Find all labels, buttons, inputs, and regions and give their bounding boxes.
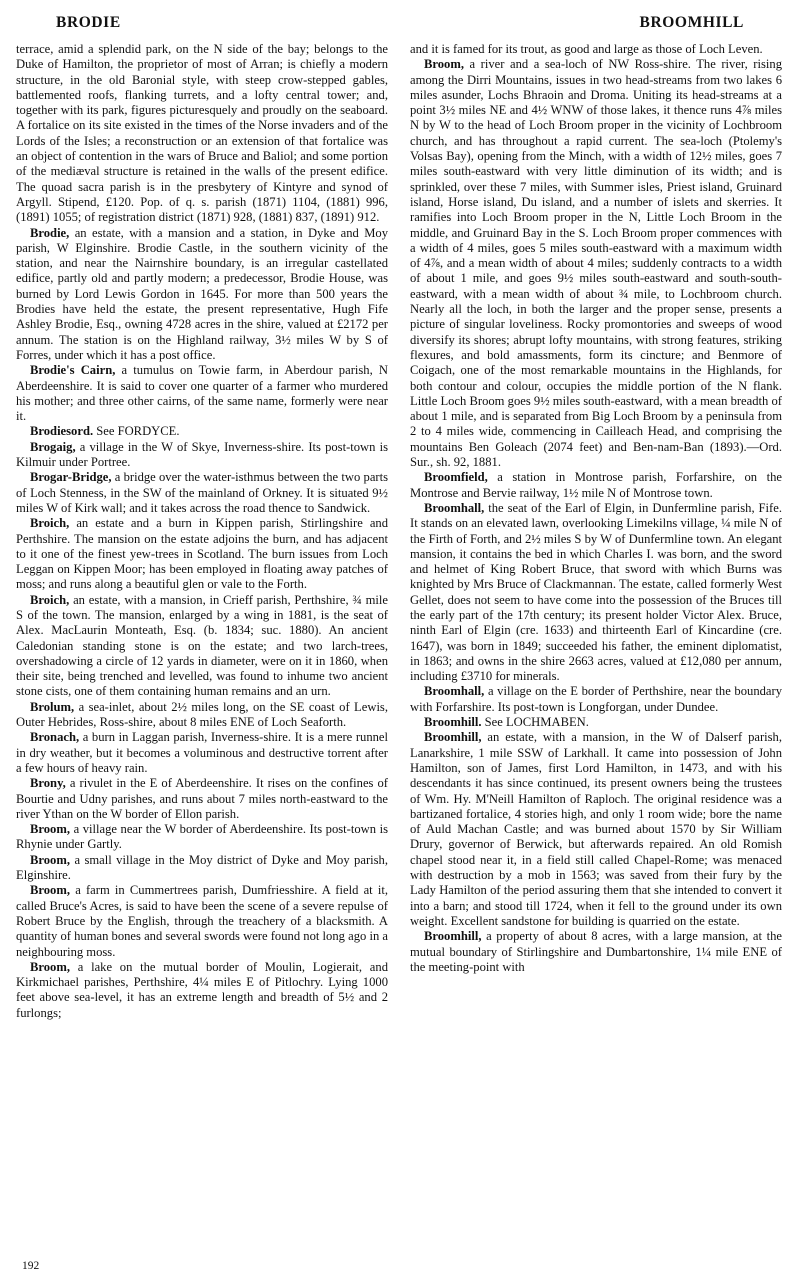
dictionary-entry (410, 470, 782, 501)
entry-text: a small village in the Moy district of Dyke and Moy parish, Elginshire. (16, 852, 388, 883)
entry-text: a rivulet in the E of Aberdeenshire. It rises on the confines of Bourtie and Udny parishes, and runs about 7 miles north-eastward to the river Ythan on the W border of Ellon parish. (16, 776, 388, 821)
dictionary-entry (410, 684, 782, 715)
entry-headword: Broich, (30, 516, 70, 531)
entry-text: a farm in Cummertrees parish, Dumfriesshire. A field at it, called Bruce's Acres, is said to have been the scene of a severe repulse of Robert Bruce by the English, through the treachery of a blacksmith. A quantity of human bones and several swords were found not long ago in a neighbouring moss. (16, 883, 388, 959)
entry-text: a village near the W border of Aberdeenshire. Its post-town is Rhynie under Gartly. (16, 822, 388, 852)
entry-text: a village on the E border of Perthshire, near the boundary with Forfarshire. Its post-town is Longforgan, under Dundee. (410, 684, 782, 714)
entry-text: a station in Montrose parish, Forfarshire, on the Montrose and Bervie railway, 1½ mile N of Montrose town. (410, 470, 782, 500)
entry-text: See FORDYCE. (96, 424, 180, 439)
entry-text: a tumulus on Towie farm, in Aberdour parish, N Aberdeenshire. It is said to cover one quarter of a farmer who murdered his mother; and three other cairns, of the same name, formerly were near it. (16, 363, 388, 424)
entry-headword: Broom, (30, 883, 70, 898)
entry-text: and it is famed for its trout, as good and large as those of Loch Leven. (410, 42, 763, 56)
entry-headword: Broomhill, (424, 929, 482, 944)
entry-headword: Broich, (30, 592, 70, 607)
dictionary-entry (16, 593, 388, 700)
entry-text: a bridge over the water-isthmus between the two parts of Loch Stenness, in the SW of the mainland of Orkney. It is situated 9½ miles W of Kirk wall; and it takes across the road thence to Sandwick. (16, 470, 388, 515)
entry-text: a property of about 8 acres, with a large mansion, at the mutual boundary of Stirlingshire and Dumbartonshire, 1¼ mile ENE of the meeting-point with (410, 929, 782, 974)
entry-text: terrace, amid a splendid park, on the N side of the bay; belongs to the Duke of Hamilton, the proprietor of most of Arran; is chiefly a modern structure, in the old Baronial style, with steep crow-stepped gables, battlemented roofs, flanking turrets, and a lofty central tower; and, together with its park, figures picturesquely and proudly on the seaboard. A fortalice on its site existed in the times of the Norse invaders and of the Lords of the Isles; a reconstruction or an extension of that fortalice was an object of contention in the wars of Bruce and Baliol; and some portion of the mediæval structure is retained in the walls of the present edifice. The quoad sacra parish is in the presbytery of Kintyre and synod of Argyll. Stipend, £120. Pop. of q. s. parish (1871) 1104, (1881) 996, (1891) 1055; of registration district (1871) 928, (1881) 837, (1891) 912. (16, 42, 388, 225)
entry-text: See LOCHMABEN. (484, 715, 589, 730)
dictionary-entry (16, 470, 388, 516)
dictionary-entry (16, 700, 388, 731)
entry-text: a river and a sea-loch of NW Ross-shire. The river, rising among the Dirri Mountains, issues in two head-streams from two lakes 6 miles asunder, Lochs Bhraoin and Droma. Uniting its head-streams at a point 3½ miles NE and 4½ WNW of those lakes, it thence runs 4⅞ miles N by W to the head of Loch Broom proper in the vicinity of Lochbroom church, and has throughout a rapid current. The sea-loch (Ptolemy's Volsas Bay), opening from the Minch, with a width of 12½ miles, goes 7 miles south-eastward with very little diminution of its width; and is sprinkled, over these 7 miles, with Summer isles, Priest island, Gruinard island, Horse island, Du island, and a number of islets and skerries. It ramifies into Loch Broom proper in the N, Little Loch Broom in the middle, and Gruinard Bay in the S. Loch Broom proper commences with a width of 4 miles, goes 5 miles south-eastward with a maximum width of 4⅞, and a mean width of about 4 miles; suddenly contracts to a width of about 1 mile, and goes 9½ miles south-eastward and south-south-eastward, with a mean width of about ¾ mile, to Lochbroom church. Nearly all the loch, in both the larger and the proper sense, presents a picture of singular loveliness. Rocky promontories and sweeps of wood diversify its shores; abrupt lofty mountains, with strong features, striking flexures, and bold amassments, form its cincture; and Benmore of Coigach, one of the most remarkable mountains in the Highlands, for both contour and colour, occupies the middle portion of the N flank. Little Loch Broom goes 9½ miles south-eastward, with a mean breadth of about 1 mile, and is separated from Big Loch Broom by a peninsula from 2 to 4 miles wide, commencing in Cailleach Head, and comprising the mountains Ben Goleach (2074 feet) and Ben-nam-Ban (1893).—Ord. Sur., sh. 92, 1881. (410, 57, 782, 470)
entry-text: an estate and a burn in Kippen parish, Stirlingshire and Perthshire. The mansion on the estate adjoins the burn, and has adjacent to it one of the finest yew-trees in Scotland. The burn issues from Loch Leggan on Kippen Moor; has been employed in floating away patches of moss; and runs along a beautiful glen or vale to the Forth. (16, 516, 389, 592)
entry-headword: Broomhill, (424, 730, 482, 745)
left-column (16, 42, 388, 1232)
dictionary-entry (16, 960, 388, 1021)
dictionary-entry (16, 42, 388, 226)
dictionary-entry (16, 853, 388, 884)
entry-text: a burn in Laggan parish, Inverness-shire. It is a mere runnel in dry weather, but it becomes a voluminous and destructive torrent after a few hours of heavy rain. (16, 730, 388, 775)
dictionary-entry (16, 516, 388, 592)
dictionary-entry (16, 730, 388, 776)
entry-headword: Brodiesord. (30, 424, 94, 439)
entry-headword: Brolum, (30, 699, 75, 714)
dictionary-entry (16, 424, 388, 439)
entry-text: a village in the W of Skye, Inverness-shire. Its post-town is Kilmuir under Portree. (16, 439, 388, 470)
entry-headword: Broom, (30, 959, 70, 974)
dictionary-entry (16, 776, 388, 822)
dictionary-entry (16, 822, 388, 853)
entry-text: an estate, with a mansion and a station, in Dyke and Moy parish, W Elginshire. Brodie Castle, in the southern vicinity of the station, and near the Nairnshire boundary, is an irregular castellated edifice, partly old and partly modern; a predecessor, Brodie House, was burned by Lord Lewis Gordon in 1645. For more than 500 years the Brodies have held the estate, the present representative, Hugh Fife Ashley Brodie, Esq., owning 4728 acres in the shire, valued at £2172 per annum. The station is on the Highland railway, 3½ miles W by S of Forres, under which it has a post office. (16, 225, 388, 362)
dictionary-entry (410, 715, 782, 730)
dictionary-entry (16, 440, 388, 471)
dictionary-entry (410, 929, 782, 975)
entry-headword: Brony, (30, 776, 66, 791)
entry-headword: Broom, (424, 57, 464, 72)
entry-headword: Brogar-Bridge, (30, 470, 112, 485)
entry-text: a sea-inlet, about 2½ miles long, on the SE coast of Lewis, Outer Hebrides, Ross-shire, about 8 miles ENE of Loch Seaforth. (16, 699, 388, 730)
entry-headword: Broomhall, (424, 684, 485, 699)
entry-headword: Brodie, (30, 225, 70, 240)
dictionary-entry (16, 363, 388, 424)
page-header (16, 14, 784, 32)
right-column (410, 42, 782, 1232)
entry-headword: Broomfield, (424, 470, 488, 485)
dictionary-entry (410, 730, 782, 929)
entry-headword: Brogaig, (30, 439, 76, 454)
header-left-catchword: BRODIE (56, 14, 121, 31)
entry-headword: Broomhill. (424, 715, 482, 730)
entry-headword: Bronach, (30, 730, 80, 745)
dictionary-entry (410, 42, 782, 57)
header-right-catchword: BROOMHILL (639, 14, 744, 31)
entry-headword: Broom, (30, 822, 70, 837)
entry-text: a lake on the mutual border of Moulin, Logierait, and Kirkmichael parishes, Perthshire, 4¼ miles E of Pitlochry. Lying 1000 feet above sea-level, it has an extreme length and breadth of 5½ and 2 furlongs; (16, 959, 388, 1020)
page-number: 192 (22, 1260, 40, 1272)
dictionary-entry (410, 57, 782, 470)
entry-headword: Brodie's Cairn, (30, 363, 116, 378)
entry-text: an estate, with a mansion, in the W of Dalserf parish, Lanarkshire, 1 mile SSW of Larkhall. It came into possession of John Hamilton, son of James, first Lord Hamilton, in 1473, and with his descendants it has since continued, its present owners being the trustees of Wm. Hy. M'Neill Hamilton of Raploch. The original residence was a bartizaned fortalice, 4 stories high, and only 1 room wide; bore the name of Auld Machan Castle; and was burned about 1570 by Sir William Drury, governor of Berwick, but afterwards repaired. An old Romish chapel stood near it, in a field still called Chapel-Rome; was menaced with destruction by a mob in 1563; was saved from their fury by the Lady Hamilton of the period assuring them that she intended to convert it into a barn; and stood till 1724, when it fell to the ground under its own weight. Excellent sandstone for building is quarried on the estate. (410, 730, 782, 928)
entry-text: the seat of the Earl of Elgin, in Dunfermline parish, Fife. It stands on an elevated lawn, overlooking Limekilns village, ¼ mile N of the Firth of Forth, and 2½ miles S by W of Dunfermline town. An elegant mansion, it contains the bed in which Charles I. was born, and the sword and helmet of King Robert Bruce, that sword with which Burns was knighted by Mrs Bruce of Clackmannan. The estate, called formerly West Gellet, does not seem to have come into the possession of the Bruces till the early part of the 17th century; its present holder Victor Alex. Bruce, ninth Earl of Elgin (cre. 1633) and thirteenth Earl of Kincardine (cre. 1647), was born in 1849; succeeded his father, the eminent diplomatist, in 1863; and owns in the shire 2663 acres, valued at £12,080 per annum, including £3710 for minerals. (410, 500, 782, 684)
dictionary-entry (16, 226, 388, 364)
dictionary-entry (410, 501, 782, 685)
two-column-body (16, 42, 784, 1232)
entry-headword: Broomhall, (424, 500, 485, 515)
entry-headword: Broom, (30, 852, 70, 867)
entry-text: an estate, with a mansion, in Crieff parish, Perthshire, ¾ mile S of the town. The mansion, enlarged by a wing in 1881, is the seat of Alex. MacLaurin Monteath, Esq. (b. 1834; suc. 1880). An ancient Caledonian standing stone is on the estate; and two larch-trees, overshadowing a circle of 12 yards in diameter, were on it in 1860, when their site, being trenched and levelled, was found to inhume two ancient stone cists, one of them containing human remains and an urn. (16, 592, 388, 699)
dictionary-entry (16, 883, 388, 959)
